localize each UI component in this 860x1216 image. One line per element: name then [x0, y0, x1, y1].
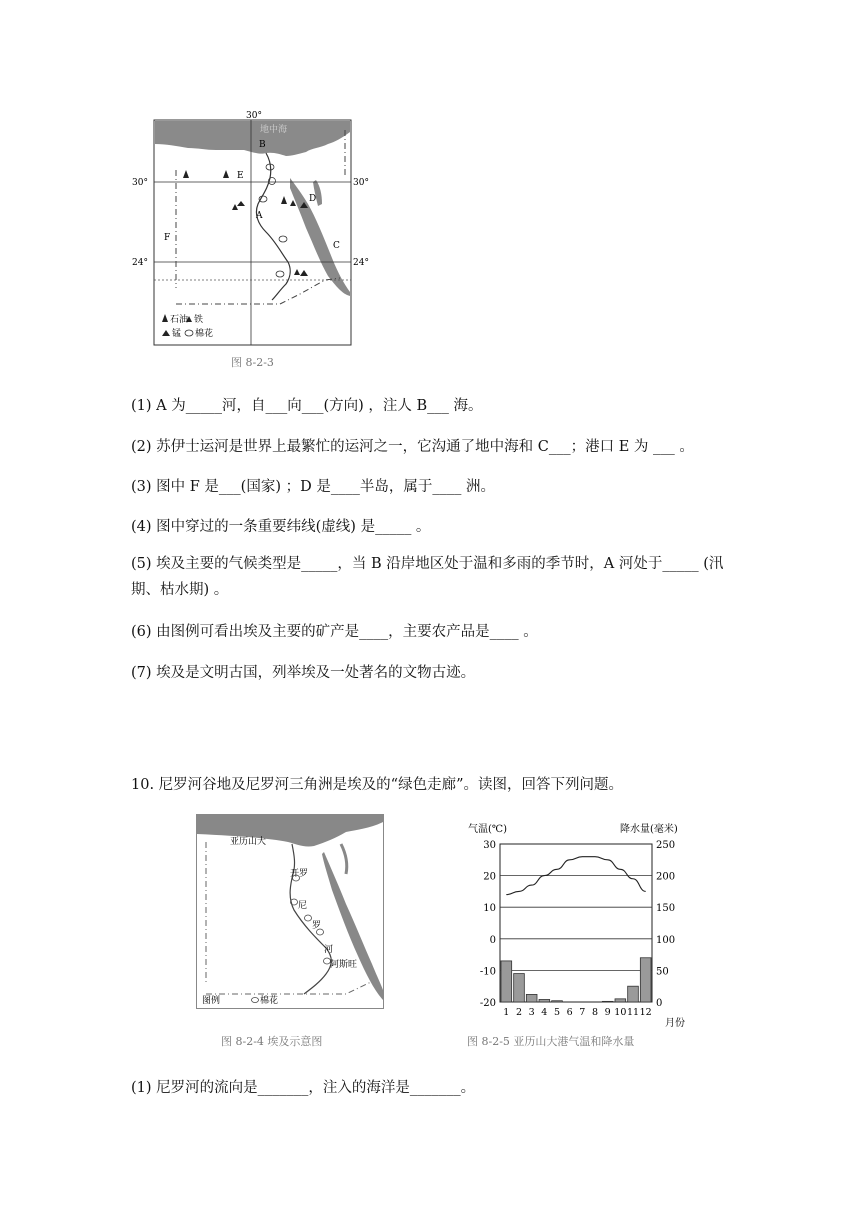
- river-char-3: 河: [324, 945, 334, 955]
- month-tick-label: 6: [566, 1007, 573, 1018]
- temp-tick-label: 20: [483, 871, 496, 883]
- label-d: D: [309, 194, 317, 204]
- river-char-2: 罗: [312, 921, 322, 931]
- precip-bar: [602, 1001, 613, 1002]
- q9-6: (6) 由图例可看出埃及主要的矿产是____，主要农产品是____ 。: [131, 624, 538, 640]
- q9-5: (5) 埃及主要的气候类型是_____，当 B 沿岸地区处于温和多雨的季节时，A 河处于_____ (汛期、枯水期) 。: [131, 556, 724, 598]
- month-tick-label: 1: [503, 1007, 510, 1018]
- figure1-caption: 图 8-2-3: [231, 356, 274, 369]
- month-tick-label: 2: [515, 1007, 523, 1018]
- q9-7: (7) 埃及是文明古国，列举埃及一处著名的文物古迹。: [131, 665, 476, 681]
- month-tick-label: 7: [579, 1007, 586, 1018]
- city-alexandria: 亚历山大: [230, 837, 267, 847]
- left-axis-title: 气温(℃): [468, 824, 507, 835]
- month-tick-label: 8: [591, 1007, 599, 1018]
- right-axis-title: 降水量(毫米): [620, 824, 678, 835]
- precip-bar: [501, 961, 512, 1002]
- lat30-right: 30°: [353, 178, 369, 188]
- legend-iron: 铁: [194, 315, 204, 325]
- precip-bar: [552, 1001, 563, 1002]
- precip-bar: [526, 994, 537, 1002]
- temp-tick-label: -20: [479, 998, 496, 1009]
- label-f: F: [164, 233, 171, 243]
- climate-chart: [460, 818, 710, 1028]
- precip-tick-label: 100: [656, 934, 676, 946]
- precip-bar: [640, 958, 651, 1002]
- legend-manganese: 锰: [172, 329, 182, 339]
- month-tick-label: 3: [528, 1007, 535, 1018]
- precip-bar: [539, 999, 550, 1002]
- legend-cotton: 棉花: [195, 329, 214, 339]
- q9-3: (3) 图中 F 是___(国家) ；D 是____半岛，属于____ 洲。: [131, 479, 495, 495]
- month-tick-label: 10: [614, 1007, 627, 1018]
- precip-tick-label: 250: [656, 840, 676, 851]
- month-unit: 月份: [665, 1018, 685, 1028]
- lon-label: 30°: [246, 111, 262, 121]
- q9-4: (4) 图中穿过的一条重要纬线(虚线) 是_____ 。: [131, 519, 431, 535]
- precip-tick-label: 0: [656, 998, 663, 1009]
- precip-bar: [514, 974, 525, 1002]
- month-tick-label: 12: [639, 1007, 652, 1018]
- precip-tick-label: 200: [656, 871, 676, 883]
- label-c: C: [333, 241, 340, 251]
- label-b: B: [259, 140, 266, 150]
- figure3-caption: 图 8-2-5 亚历山大港气温和降水量: [467, 1035, 635, 1048]
- city-aswan: 阿斯旺: [330, 960, 358, 970]
- figure2-caption: 图 8-2-4 埃及示意图: [221, 1035, 323, 1048]
- temp-tick-label: 10: [483, 903, 496, 915]
- precip-tick-label: 150: [656, 903, 676, 915]
- label-a: A: [256, 211, 263, 221]
- city-cairo: 开罗: [290, 869, 309, 879]
- lat30-left: 30°: [132, 178, 148, 188]
- lat24-right: 24°: [353, 258, 369, 268]
- q9-1: (1) A 为_____河，自___向___(方向) ，注人 B___ 海。: [131, 398, 483, 414]
- figure-egypt-map-2: [196, 814, 384, 1010]
- sea-label: 地中海: [260, 125, 288, 135]
- precip-bar: [615, 999, 626, 1002]
- temp-tick-label: 30: [483, 840, 496, 851]
- month-tick-label: 4: [541, 1007, 548, 1018]
- temp-tick-label: 0: [489, 934, 496, 946]
- figure-egypt-map-1: [130, 108, 380, 368]
- label-e: E: [237, 171, 244, 181]
- temp-tick-label: -10: [479, 966, 496, 978]
- legend-oil: 石油: [170, 315, 189, 325]
- legend2-label: 图例: [202, 996, 221, 1006]
- month-tick-label: 9: [604, 1007, 611, 1018]
- legend2-cotton: 棉花: [260, 996, 279, 1006]
- lat24-left: 24°: [132, 258, 148, 268]
- precip-tick-label: 50: [656, 966, 669, 978]
- q9-2: (2) 苏伊士运河是世界上最繁忙的运河之一，它沟通了地中海和 C___；港口 E 为 ___ 。: [131, 439, 694, 455]
- month-tick-label: 5: [553, 1007, 561, 1018]
- q10-stem: 10. 尼罗河谷地及尼罗河三角洲是埃及的“绿色走廊”。读图，回答下列问题。: [131, 777, 623, 793]
- q10-1: (1) 尼罗河的流向是_______，注入的海洋是_______。: [131, 1080, 476, 1096]
- precip-bar: [628, 986, 639, 1002]
- river-char-1: 尼: [298, 901, 308, 911]
- month-tick-label: 11: [626, 1007, 640, 1018]
